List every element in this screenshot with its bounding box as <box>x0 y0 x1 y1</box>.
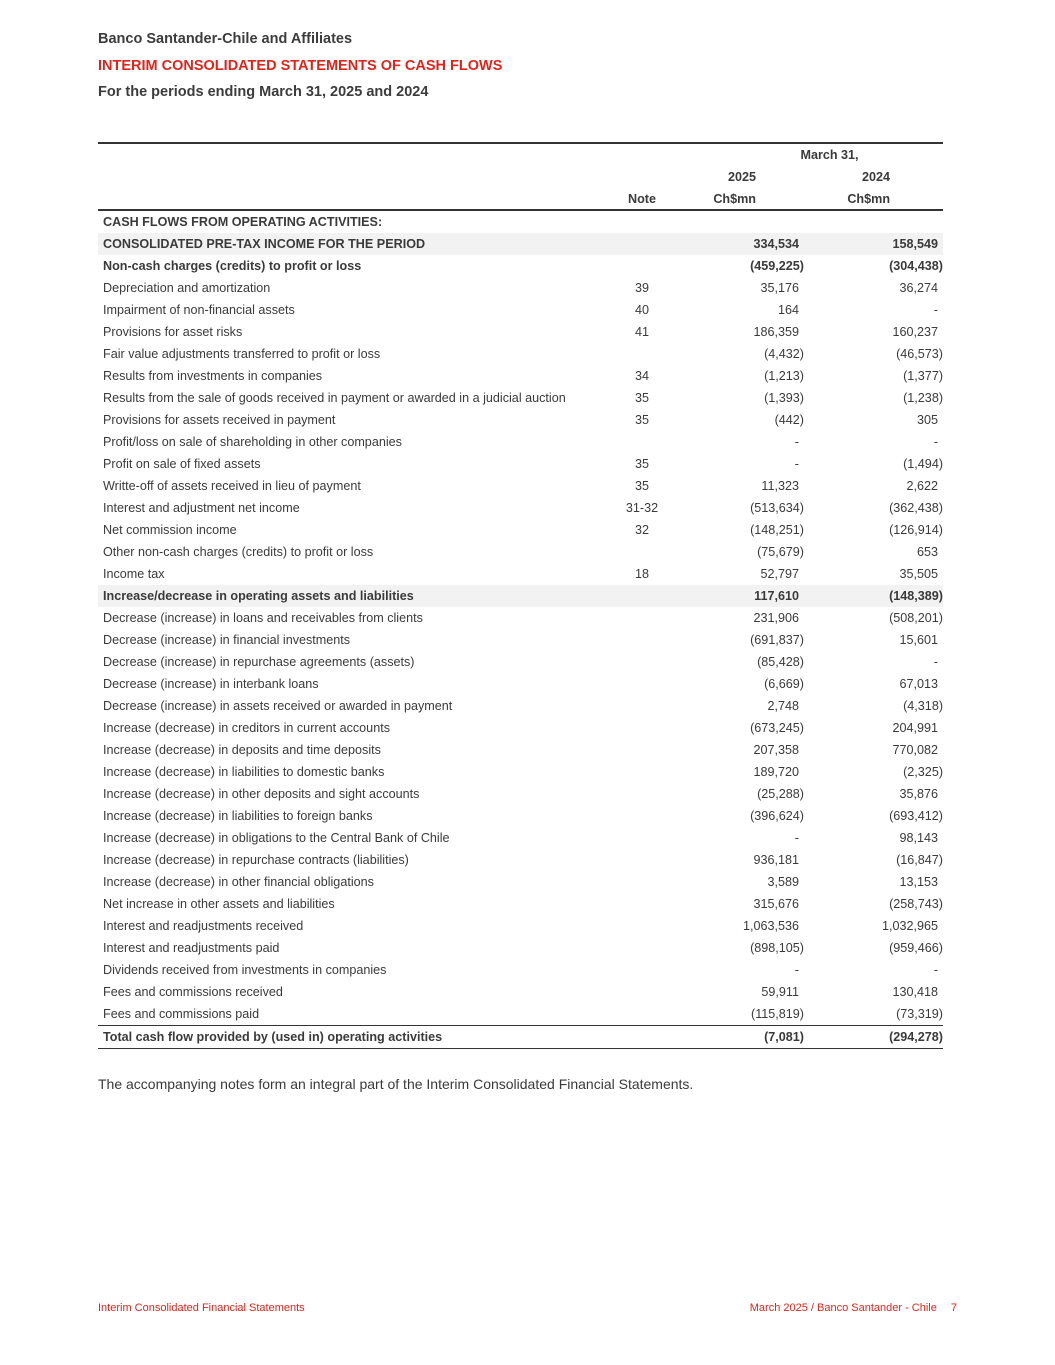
row-note: 41 <box>634 325 649 339</box>
value-2024: 130,418 <box>892 985 939 999</box>
value-2024: (304,438) <box>889 259 944 273</box>
value-2025: (442) <box>774 413 804 427</box>
value-2024: 13,153 <box>899 875 939 889</box>
value-2024: - <box>933 655 939 669</box>
row-label: CASH FLOWS FROM OPERATING ACTIVITIES: <box>103 215 383 229</box>
table-row <box>98 717 943 739</box>
value-2025: (691,837) <box>750 633 804 647</box>
row-label: Increase (decrease) in other financial obligations <box>103 875 374 889</box>
value-2025: (75,679) <box>757 545 804 559</box>
row-note <box>598 893 686 915</box>
row-label: Impairment of non-financial assets <box>103 303 295 317</box>
table-row <box>98 871 943 893</box>
row-note: 18 <box>634 567 649 581</box>
row-note <box>598 541 686 563</box>
row-note <box>598 233 686 255</box>
row-label: Income tax <box>103 567 165 581</box>
row-label: Depreciation and amortization <box>103 281 271 295</box>
row-note: 32 <box>634 523 649 537</box>
footer-right-text: March 2025 / Banco Santander - Chile <box>749 1302 937 1314</box>
table-row <box>98 1026 943 1049</box>
table-row <box>98 1003 943 1026</box>
table-row <box>98 761 943 783</box>
period-label: March 31, <box>686 143 943 166</box>
unit-2024-header: Ch$mn <box>804 188 943 210</box>
row-label: Increase (decrease) in liabilities to domestic banks <box>103 765 385 779</box>
table-row <box>98 673 943 695</box>
value-2024: 204,991 <box>892 721 939 735</box>
row-note <box>598 739 686 761</box>
value-2025: (115,819) <box>751 1007 804 1021</box>
value-2025: 186,359 <box>753 325 799 339</box>
value-2024: 67,013 <box>899 677 939 691</box>
value-2024: (362,438) <box>889 501 944 515</box>
row-label: Results from the sale of goods received in payment or awarded in a judicial auction <box>103 391 566 405</box>
year-2024-header: 2024 <box>861 170 891 184</box>
value-2024: (258,743) <box>889 897 944 911</box>
row-label: Interest and readjustments paid <box>103 941 280 955</box>
table-row <box>98 365 943 387</box>
value-2025: - <box>794 435 799 449</box>
value-2025: 3,589 <box>767 875 799 889</box>
value-2024: (294,278) <box>804 1026 943 1049</box>
row-note <box>598 1026 686 1049</box>
row-label: Interest and adjustment net income <box>103 501 300 515</box>
statement-subtitle: For the periods ending March 31, 2025 and 2024 <box>98 84 429 100</box>
value-2025: - <box>794 831 799 845</box>
value-2025: (459,225) <box>750 259 804 273</box>
footer-right <box>750 1302 957 1314</box>
table-row <box>98 277 943 299</box>
value-2025: (85,428) <box>757 655 804 669</box>
row-label: Fair value adjustments transferred to profit or loss <box>103 347 381 361</box>
row-label: Increase (decrease) in creditors in current accounts <box>103 721 390 735</box>
value-2025: (7,081) <box>686 1026 804 1049</box>
row-label: Decrease (increase) in assets received or awarded in payment <box>103 699 453 713</box>
row-label: Total cash flow provided by (used in) operating activities <box>98 1026 598 1049</box>
value-2024: (1,238) <box>903 391 944 405</box>
value-2025: 334,534 <box>686 233 804 255</box>
value-2024: 653 <box>917 545 939 559</box>
table-row <box>98 695 943 717</box>
row-note: 35 <box>634 413 649 427</box>
value-2024: 160,237 <box>892 325 939 339</box>
row-label: Results from investments in companies <box>103 369 323 383</box>
table-row <box>98 915 943 937</box>
row-note <box>598 343 686 365</box>
row-note: 31-32 <box>625 501 659 515</box>
row-label: Decrease (increase) in repurchase agreements (assets) <box>103 655 415 669</box>
footnote: The accompanying notes form an integral part of the Interim Consolidated Financial Statements. <box>98 1076 694 1092</box>
value-2024: 36,274 <box>899 281 939 295</box>
row-note <box>598 959 686 981</box>
value-2025: 59,911 <box>761 985 799 999</box>
row-label: Other non-cash charges (credits) to profit or loss <box>103 545 374 559</box>
row-note: 35 <box>634 457 649 471</box>
row-note <box>598 981 686 1003</box>
table-row <box>98 563 943 585</box>
unit-2025-header: Ch$mn <box>686 188 804 210</box>
value-2024: (126,914) <box>889 523 944 537</box>
value-2024 <box>804 210 943 233</box>
row-label: Interest and readjustments received <box>103 919 304 933</box>
table-row <box>98 210 943 233</box>
row-note: 35 <box>634 391 649 405</box>
value-2024: 305 <box>917 413 939 427</box>
row-label: Writte-off of assets received in lieu of payment <box>103 479 361 493</box>
row-label: Increase (decrease) in liabilities to foreign banks <box>103 809 373 823</box>
row-label: Increase/decrease in operating assets and liabilities <box>98 585 598 607</box>
table-row <box>98 299 943 321</box>
value-2025: 207,358 <box>753 743 799 757</box>
value-2025: (1,393) <box>764 391 804 405</box>
row-label: CONSOLIDATED PRE-TAX INCOME FOR THE PERIOD <box>98 233 598 255</box>
table-row <box>98 893 943 915</box>
value-2025: (1,213) <box>764 369 804 383</box>
page-number: 7 <box>950 1302 957 1314</box>
value-2025: (25,288) <box>757 787 804 801</box>
value-2025: (6,669) <box>764 677 804 691</box>
row-note <box>598 673 686 695</box>
table-row <box>98 783 943 805</box>
row-label: Profit on sale of fixed assets <box>103 457 261 471</box>
table-row <box>98 739 943 761</box>
row-note <box>598 695 686 717</box>
row-label: Provisions for assets received in payment <box>103 413 336 427</box>
table-row <box>98 453 943 475</box>
value-2024: (693,412) <box>889 809 944 823</box>
table-row <box>98 937 943 959</box>
table-row <box>98 519 943 541</box>
value-2024: (1,377) <box>903 369 944 383</box>
row-label: Decrease (increase) in loans and receivables from clients <box>103 611 423 625</box>
table-row <box>98 497 943 519</box>
table-row <box>98 981 943 1003</box>
table-row <box>98 409 943 431</box>
table-row <box>98 629 943 651</box>
value-2024: 35,876 <box>899 787 939 801</box>
value-2025: 189,720 <box>753 765 799 779</box>
value-2025: 1,063,536 <box>742 919 799 933</box>
row-label: Net commission income <box>103 523 237 537</box>
table-row <box>98 827 943 849</box>
row-label: Fees and commissions received <box>103 985 283 999</box>
table-row <box>98 651 943 673</box>
row-note <box>598 255 686 277</box>
value-2025 <box>686 210 804 233</box>
value-2024: (2,325) <box>903 765 944 779</box>
value-2024: (508,201) <box>889 611 944 625</box>
row-note <box>598 871 686 893</box>
value-2024: 2,622 <box>906 479 939 493</box>
row-note <box>598 915 686 937</box>
row-note <box>598 585 686 607</box>
table-row <box>98 431 943 453</box>
year-2025-header: 2025 <box>727 170 756 184</box>
statement-title: INTERIM CONSOLIDATED STATEMENTS OF CASH FLOWS <box>98 58 503 74</box>
row-note <box>598 607 686 629</box>
value-2025: 2,748 <box>767 699 799 713</box>
row-label: Decrease (increase) in interbank loans <box>103 677 319 691</box>
table-row <box>98 849 943 871</box>
table-row <box>98 233 943 255</box>
value-2025: (148,251) <box>750 523 804 537</box>
header-blank <box>98 143 598 166</box>
table-row <box>98 585 943 607</box>
value-2024: 158,549 <box>804 233 943 255</box>
value-2025: (396,624) <box>750 809 804 823</box>
value-2024: - <box>933 435 939 449</box>
value-2025: 117,610 <box>686 585 804 607</box>
value-2025: (4,432) <box>764 347 804 361</box>
row-label: Increase (decrease) in other deposits and sight accounts <box>103 787 420 801</box>
header-blank <box>598 166 686 188</box>
row-note <box>598 210 686 233</box>
row-note: 39 <box>634 281 649 295</box>
value-2024: - <box>933 303 939 317</box>
table-row <box>98 343 943 365</box>
value-2024: (959,466) <box>889 941 944 955</box>
value-2025: 35,176 <box>760 281 799 295</box>
row-label: Profit/loss on sale of shareholding in other companies <box>103 435 402 449</box>
value-2024: - <box>933 963 939 977</box>
value-2025: - <box>794 457 799 471</box>
row-label: Increase (decrease) in repurchase contracts (liabilities) <box>103 853 409 867</box>
value-2025: (898,105) <box>750 941 804 955</box>
value-2024: 1,032,965 <box>881 919 939 933</box>
footer-left: Interim Consolidated Financial Statements <box>98 1302 305 1314</box>
table-row <box>98 607 943 629</box>
row-note <box>598 629 686 651</box>
row-label: Dividends received from investments in companies <box>103 963 387 977</box>
value-2025: 231,906 <box>753 611 799 625</box>
value-2024: 98,143 <box>899 831 939 845</box>
row-label: Increase (decrease) in obligations to the Central Bank of Chile <box>103 831 450 845</box>
row-label: Increase (decrease) in deposits and time deposits <box>103 743 381 757</box>
table-row <box>98 805 943 827</box>
row-label: Non-cash charges (credits) to profit or loss <box>103 259 362 273</box>
row-note: 40 <box>634 303 649 317</box>
table-row <box>98 321 943 343</box>
header-blank <box>98 188 598 210</box>
value-2024: (16,847) <box>896 853 944 867</box>
value-2025: 52,797 <box>760 567 799 581</box>
row-note <box>598 761 686 783</box>
table-row <box>98 541 943 563</box>
value-2024: (1,494) <box>903 457 944 471</box>
row-note <box>598 783 686 805</box>
value-2025: 11,323 <box>761 479 799 493</box>
value-2025: (673,245) <box>750 721 804 735</box>
value-2024: (46,573) <box>896 347 944 361</box>
cash-flow-table <box>98 142 943 1049</box>
value-2024: 15,601 <box>899 633 939 647</box>
value-2024: 35,505 <box>899 567 939 581</box>
value-2024: (4,318) <box>903 699 944 713</box>
table-row <box>98 959 943 981</box>
value-2024: (148,389) <box>804 585 943 607</box>
value-2024: 770,082 <box>892 743 939 757</box>
value-2025: 315,676 <box>753 897 799 911</box>
row-label: Decrease (increase) in financial investments <box>103 633 351 647</box>
row-note <box>598 1003 686 1026</box>
row-note <box>598 431 686 453</box>
row-note <box>598 717 686 739</box>
value-2025: 164 <box>777 303 799 317</box>
note-header: Note <box>598 188 686 210</box>
row-note <box>598 805 686 827</box>
row-note <box>598 937 686 959</box>
table-row <box>98 387 943 409</box>
header-blank <box>598 143 686 166</box>
row-note: 34 <box>634 369 649 383</box>
table-row <box>98 255 943 277</box>
row-label: Fees and commissions paid <box>103 1007 260 1021</box>
row-label: Provisions for asset risks <box>103 325 243 339</box>
company-name: Banco Santander-Chile and Affiliates <box>98 31 353 47</box>
row-label: Net increase in other assets and liabilities <box>103 897 335 911</box>
value-2025: - <box>794 963 799 977</box>
table-row <box>98 475 943 497</box>
header-blank <box>98 166 598 188</box>
value-2025: 936,181 <box>753 853 799 867</box>
table-body <box>98 210 943 1049</box>
row-note <box>598 849 686 871</box>
row-note: 35 <box>634 479 649 493</box>
row-note <box>598 651 686 673</box>
row-note <box>598 827 686 849</box>
value-2024: (73,319) <box>896 1007 944 1021</box>
value-2025: (513,634) <box>750 501 804 515</box>
